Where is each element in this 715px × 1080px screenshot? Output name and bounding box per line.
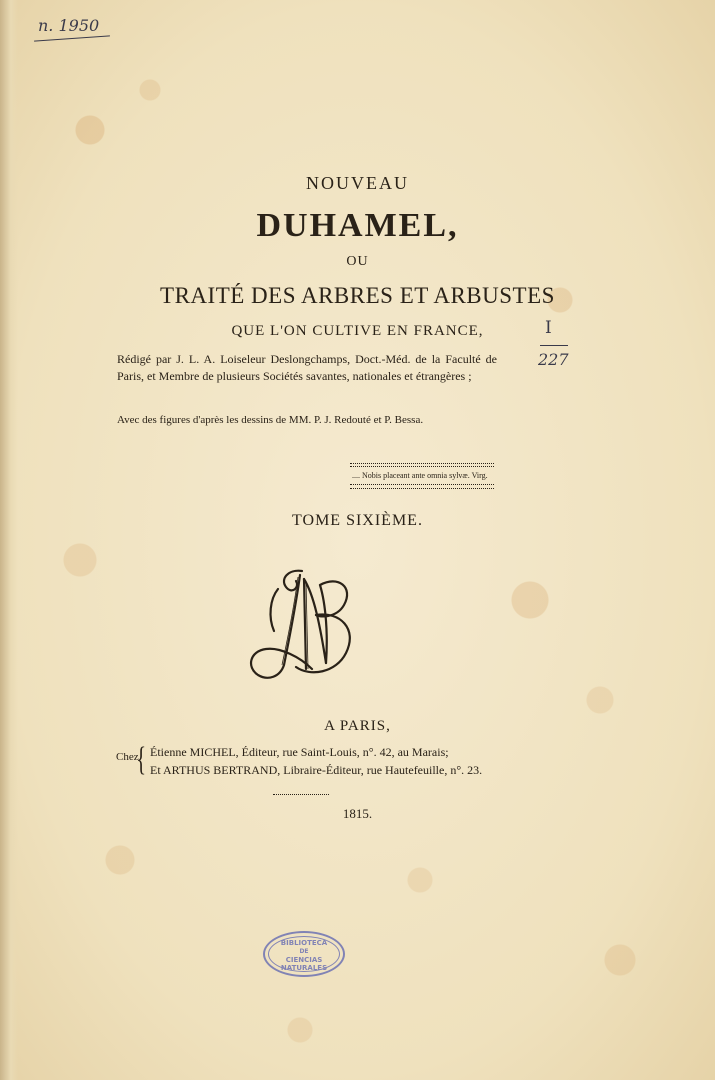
- library-stamp: [263, 931, 345, 977]
- credits-figures: Avec des figures d'après les dessins de MM. P. J. Redouté et P. Bessa.: [117, 414, 424, 426]
- handwritten-shelfmark-bottom: 227: [538, 350, 569, 369]
- imprint-publisher-2: Et ARTHUS BERTRAND, Libraire-Éditeur, rue Hautefeuille, n°. 23.: [150, 763, 483, 777]
- title-main: TRAITÉ DES ARBRES ET ARBUSTES: [160, 283, 555, 308]
- imprint-publisher-1: Étienne MICHEL, Éditeur, rue Saint-Louis, n°. 42, au Marais;: [150, 745, 449, 759]
- monogram-ornament: [240, 565, 360, 690]
- title-ou: OU: [346, 254, 369, 269]
- title-nouveau: NOUVEAU: [306, 173, 409, 193]
- imprint-year: 1815.: [342, 806, 373, 821]
- handwritten-shelfmark-top: I: [545, 318, 552, 338]
- handwritten-underline: [34, 35, 110, 41]
- title-duhamel: DUHAMEL,: [256, 207, 459, 244]
- stamp-line-2: DE: [299, 948, 309, 955]
- handwritten-shelfmark-rule: [540, 345, 568, 346]
- imprint-chez: Chez: [116, 751, 139, 763]
- credits-author: Rédigé par J. L. A. Loiseleur Deslongchamps, Doct.-Méd. de la Faculté de Paris, et Membre de plusieurs Sociétés savantes, nationales et étrangères ;: [117, 352, 497, 383]
- imprint-city: A PARIS,: [324, 718, 391, 734]
- volume-title: TOME SIXIÈME.: [292, 512, 423, 529]
- decorative-rule: [273, 794, 329, 796]
- stamp-line-3: CIENCIAS NATURALES: [280, 956, 328, 972]
- page-binding-edge: [0, 0, 18, 1080]
- title-subtitle: QUE L'ON CULTIVE EN FRANCE,: [231, 323, 484, 339]
- handwritten-inventory-number: n. 1950: [38, 16, 100, 35]
- library-stamp-inner-ring: [268, 936, 340, 972]
- imprint-brace: {: [136, 741, 147, 778]
- stamp-line-1: BIBLIOTECA: [280, 939, 328, 947]
- epigraph: .... Nobis placeant ante omnia sylvæ. Virg.: [352, 471, 488, 480]
